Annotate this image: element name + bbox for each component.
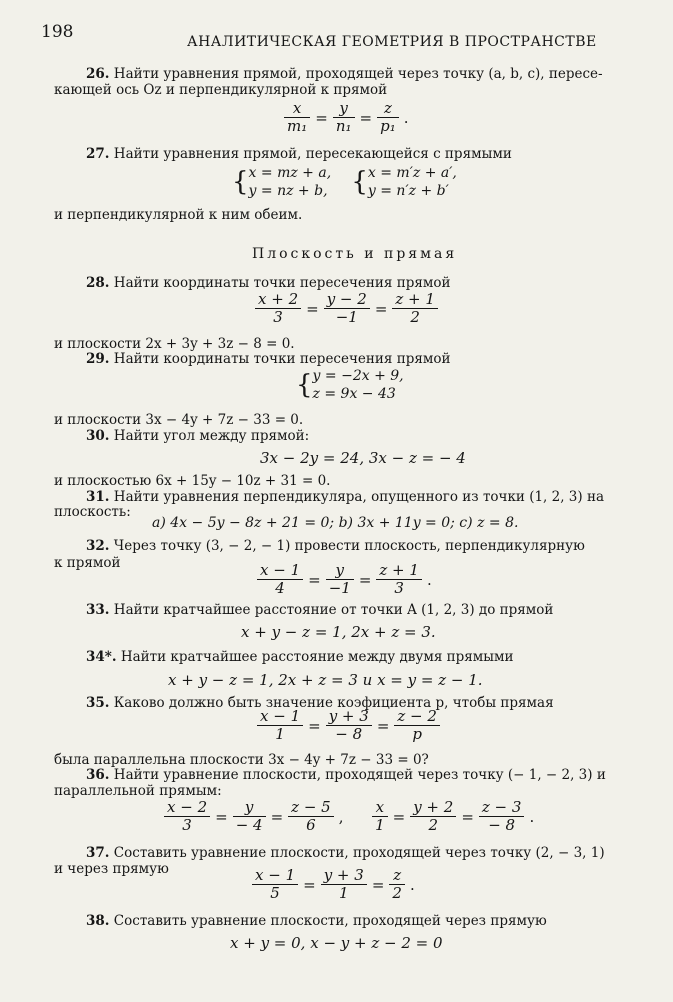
problem-36-line2: параллельной прямым: [54,783,222,799]
section-title: Плоскость и прямая [252,246,458,262]
problem-33-equation: x + y − z = 1, 2x + z = 3. [241,623,436,641]
problem-38-equation: x + y = 0, x − y + z − 2 = 0 [230,934,443,952]
problem-30-line1: 30. Найти угол между прямой: [86,428,310,444]
problem-35-line1: 35. Каково должно быть значение коэфициента p, чтобы прямая [86,695,554,711]
problem-27-line2: и перпендикулярной к ним обеим. [54,207,303,223]
problem-26-equation: $\frac{x}{\text{m₁}}$ = $\frac{y}{\text{n₁}}$ = $\frac{z}{\text{p₁}}$ . [282,100,412,135]
problem-number: 26. [86,66,110,82]
problem-35-line2: была параллельна плоскости 3x − 4y + 7z − 33 = 0? [54,752,429,768]
problem-32-line1: 32. Через точку (3, − 2, − 1) провести плоскость, перпендикулярную [86,538,585,554]
problem-34-equation: x + y − z = 1, 2x + z = 3 и x = y = z − 1. [168,671,483,689]
running-title: АНАЛИТИЧЕСКАЯ ГЕОМЕТРИЯ В ПРОСТРАНСТВЕ [187,34,597,50]
problem-34-line1: 34*. Найти кратчайшее расстояние между двумя прямыми [86,649,514,665]
problem-37-line1: 37. Составить уравнение плоскости, проходящей через точку (2, − 3, 1) [86,845,605,861]
problem-29-line2: и плоскости 3x − 4y + 7z − 33 = 0. [54,412,304,428]
problem-30-line2: и плоскостью 6x + 15y − 10z + 31 = 0. [54,473,331,489]
problem-27-line1: 27. Найти уравнения прямой, пересекающейся с прямыми [86,146,512,162]
problem-26-line1 [86,66,603,82]
problem-37-equation: $\frac{x - 1}{5}$ = $\frac{y + 3}{1}$ = $\frac{z}{2}$ . [250,867,418,902]
problem-31-line2: плоскость: [54,504,131,520]
problem-26-line2: кающей ось Oz и перпендикулярной к прямой [54,82,388,98]
problem-37-line2: и через прямую [54,861,169,877]
problem-33-line1: 33. Найти кратчайшее расстояние от точки A (1, 2, 3) до прямой [86,602,554,618]
problem-28-equation: $\frac{x + 2}{3}$ = $\frac{y - 2}{-1}$ = $\frac{z + 1}{2}$ [253,291,440,326]
problem-28-line1: 28. Найти координаты точки пересечения прямой [86,275,451,291]
problem-30-equation: 3x − 2y = 24, 3x − z = − 4 [260,449,466,467]
problem-36-line1: 36. Найти уравнение плоскости, проходящей через точку (− 1, − 2, 3) и [86,767,606,783]
problem-text: Найти уравнения прямой, проходящей через точку (a, b, c), пересе- [113,66,603,82]
problem-28-line2: и плоскости 2x + 3y + 3z − 8 = 0. [54,336,295,352]
problem-36-equations: $\frac{x - 2}{3}$ = $\frac{y}{- 4}$ = $\frac{z - 5}{6}$ , $\frac{x}{1}$ = $\frac{y + 2}{2}$ = $\frac{z - 3}{- 8}$ . [162,799,537,834]
page-number: 198 [41,22,74,42]
problem-31-options: a) 4x − 5y − 8z + 21 = 0; b) 3x + 11y = 0; c) z = 8. [152,515,519,531]
problem-27-systems: {x = mz + a, y = nz + b, {x = m′z + a′, y = n′z + b′ [232,165,457,199]
problem-29-system: {y = −2x + 9, z = 9x − 43 [296,368,404,402]
problem-35-equation: $\frac{x - 1}{1}$ = $\frac{y + 3}{- 8}$ = $\frac{z - 2}{p}$ [255,708,442,743]
problem-38-line1: 38. Составить уравнение плоскости, проходящей через прямую [86,913,547,929]
problem-32-equation: $\frac{x - 1}{4}$ = $\frac{y}{-1}$ = $\frac{z + 1}{3}$ . [255,562,435,597]
problem-31-line1: 31. Найти уравнения перпендикуляра, опущенного из точки (1, 2, 3) на [86,489,604,505]
problem-32-line2: к прямой [54,555,121,571]
problem-29-line1: 29. Найти координаты точки пересечения прямой [86,351,451,367]
